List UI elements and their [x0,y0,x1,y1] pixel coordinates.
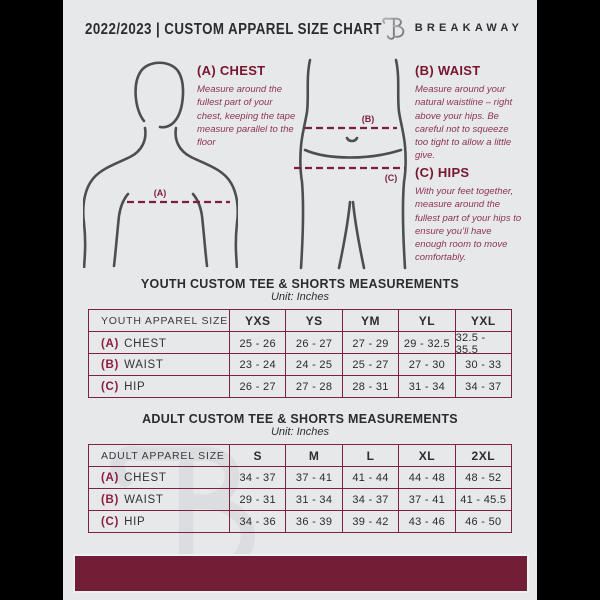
row-marker: (C) [101,515,120,528]
row-label-cell [89,354,229,375]
brand-lockup [381,14,523,41]
value-cell: 26 - 27 [229,376,285,397]
row-label-cell [89,511,229,532]
value-cell: 29 - 32.5 [398,332,454,356]
value-cell: 31 - 34 [285,489,341,510]
value-cell: 27 - 30 [398,354,454,375]
figure-left-inner-leg [339,202,350,268]
value-cell: 41 - 44 [342,467,398,488]
hips-description: With your feet together, measure around the fullest part of your hips to ensure you’ll have enough room to move comfortably. [415,186,522,264]
chest-description: Measure around the fullest part of your chest, keeping the tape measure parallel to the floor [197,84,296,149]
size-col-header: M [285,445,341,466]
size-label-cell: YOUTH APPAREL SIZE [101,314,229,327]
size-col-header: YXL [455,310,511,331]
value-cell: 30 - 33 [455,354,511,375]
value-cell: 34 - 37 [229,467,285,488]
figure-head-outline [136,63,183,128]
size-col-header: L [342,445,398,466]
table-row [89,376,511,397]
value-cell: 41 - 45.5 [455,489,511,510]
value-cell: 23 - 24 [229,354,285,375]
value-cell: 36 - 39 [285,511,341,532]
hips-marker-label: (C) [384,173,398,183]
value-cell: 25 - 26 [229,332,285,356]
row-label: HIP [124,380,146,393]
value-cell: 27 - 28 [285,376,341,397]
row-label-cell [89,489,229,510]
row-marker: (B) [101,358,120,371]
hips-heading: (C) HIPS [415,165,470,180]
waist-marker-label: (B) [361,114,375,124]
size-col-header: YL [398,310,454,331]
value-cell: 31 - 34 [398,376,454,397]
table-header-row [89,310,511,332]
row-label-cell [89,467,229,488]
size-col-header: S [229,445,285,466]
size-col-header: YM [342,310,398,331]
letterbox-left [0,0,63,600]
figure-left-side-outline [300,60,310,268]
value-cell: 34 - 37 [342,489,398,510]
value-cell: 28 - 31 [342,376,398,397]
figure-left-shoulder-arm [83,128,145,268]
figure-right-inner-leg [353,202,364,268]
adult-table-unit: Unit: Inches [270,426,330,438]
value-cell: 46 - 50 [455,511,511,532]
footer-bar [73,554,529,593]
table-row [89,511,511,532]
size-label-cell: ADULT APPAREL SIZE [101,449,225,462]
hips-figure-diagram [288,58,408,270]
row-marker: (B) [101,493,120,506]
row-label-cell [89,332,229,356]
figure-right-inner-arm [193,194,207,266]
row-label: WAIST [124,358,164,371]
waist-description: Measure around your natural waistline – right above your hips. Be careful not to squeeze too tight to allow a little give. [415,84,513,162]
value-cell: 39 - 42 [342,511,398,532]
figure-left-inner-arm [114,194,128,266]
value-cell: 43 - 46 [398,511,454,532]
table-row [89,489,511,511]
figure-navel-mark [347,138,357,141]
figure-waistband-curve [305,150,401,158]
value-cell: 44 - 48 [398,467,454,488]
adult-size-table [88,444,512,533]
value-cell: 34 - 37 [455,376,511,397]
chest-marker-label: (A) [153,188,167,198]
value-cell: 26 - 27 [285,332,341,356]
letterbox-right [537,0,600,600]
row-label-cell [89,376,229,397]
row-label: CHEST [124,338,167,350]
value-cell: 48 - 52 [455,467,511,488]
value-cell: 32.5 - 35.5 [455,332,511,356]
value-cell: 27 - 29 [342,332,398,356]
chart-page [63,0,537,600]
row-label: HIP [124,515,146,528]
value-cell: 24 - 25 [285,354,341,375]
value-cell: 37 - 41 [398,489,454,510]
table-row [89,332,511,354]
waist-heading: (B) WAIST [415,63,481,78]
value-cell: 37 - 41 [285,467,341,488]
youth-table-title: YOUTH CUSTOM TEE & SHORTS MEASUREMENTS [140,277,460,291]
table-header-row [89,445,511,467]
adult-table-title: ADULT CUSTOM TEE & SHORTS MEASUREMENTS [142,412,458,426]
row-marker: (C) [101,380,120,393]
table-row [89,467,511,489]
row-marker: (A) [101,338,120,350]
breakaway-logo-icon [381,14,408,41]
youth-table-unit: Unit: Inches [270,291,330,303]
size-col-header: YS [285,310,341,331]
page-title: 2022/2023 | CUSTOM APPAREL SIZE CHART [85,21,382,38]
figure-right-side-outline [396,60,406,268]
table-row [89,354,511,376]
value-cell: 25 - 27 [342,354,398,375]
row-label: CHEST [124,471,167,484]
row-label: WAIST [124,493,164,506]
value-cell: 34 - 36 [229,511,285,532]
chest-heading: (A) CHEST [197,63,266,78]
size-col-header: 2XL [455,445,511,466]
size-col-header: XL [398,445,454,466]
value-cell: 29 - 31 [229,489,285,510]
brand-name: BREAKAWAY [414,21,523,34]
row-marker: (A) [101,471,120,484]
size-col-header: YXS [229,310,285,331]
youth-size-table [88,309,512,398]
